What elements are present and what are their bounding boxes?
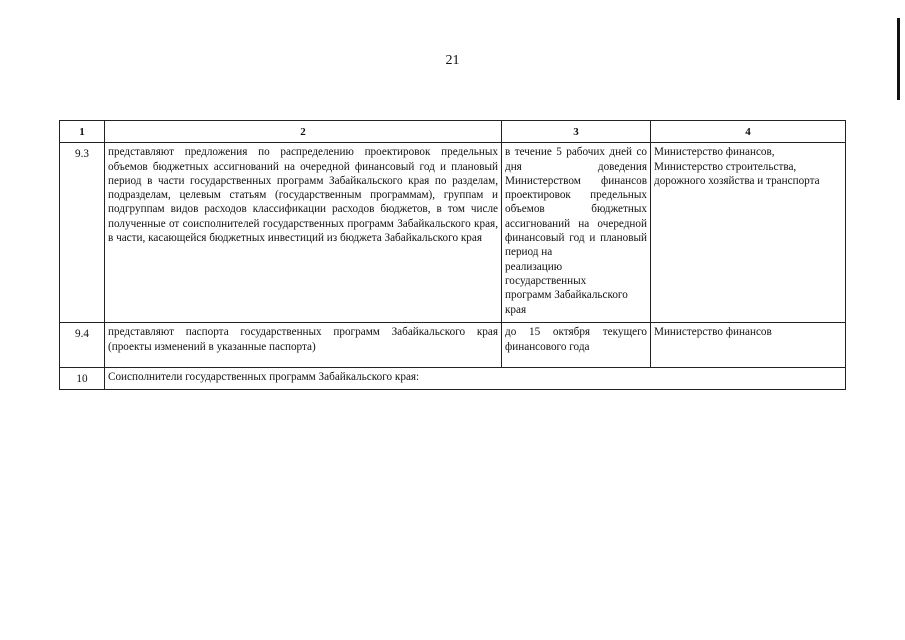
header-col-1: 1: [60, 121, 105, 143]
header-col-4: 4: [651, 121, 846, 143]
row-description: представляют предложения по распределению проектировок предельных объемов бюджетных ассигнований на очередной финансовый год и плановый период в части государственных программ Забайкальского края по разделам, подразделам, целевым статьям (государственным программам), группам и подгруппам видов расходов классификации расходов бюджетов, в том числе полученные от соисполнителей государственных программ Забайкальского края, в части, касающейся бюджетных инвестиций из бюджета Забайкальского края: [105, 143, 502, 323]
table-row: [60, 143, 846, 323]
row-number: 9.3: [60, 143, 105, 323]
header-col-2: 2: [105, 121, 502, 143]
row-number: 10: [60, 368, 105, 390]
table-row: [60, 368, 846, 390]
row-description: Соисполнители государственных программ Забайкальского края:: [105, 368, 846, 390]
row-number: 9.4: [60, 323, 105, 368]
row-deadline: [502, 143, 651, 323]
row-deadline: до 15 октября текущего финансового года: [502, 323, 651, 368]
table-header-row: [60, 121, 846, 143]
row-deadline-line: государственных: [505, 274, 587, 287]
row-deadline-line: в течение 5 рабочих дней со дня доведения Министерством финансов проектировок предельных объемов бюджетных ассигнований на очередной финансовый год и плановый период на: [505, 146, 647, 259]
row-deadline-line: программ Забайкальского края: [505, 289, 628, 316]
row-responsible: Министерство финансов, Министерство строительства, дорожного хозяйства и транспорта: [651, 143, 846, 323]
page-number: 21: [445, 53, 460, 68]
document-table: [59, 120, 846, 390]
row-responsible: Министерство финансов: [651, 323, 846, 368]
header-col-3: 3: [502, 121, 651, 143]
page-edge-mark: [897, 18, 900, 100]
table-row: [60, 323, 846, 368]
row-deadline-line: реализацию: [505, 260, 563, 273]
row-description: представляют паспорта государственных программ Забайкальского края (проекты изменений в указанные паспорта): [105, 323, 502, 368]
